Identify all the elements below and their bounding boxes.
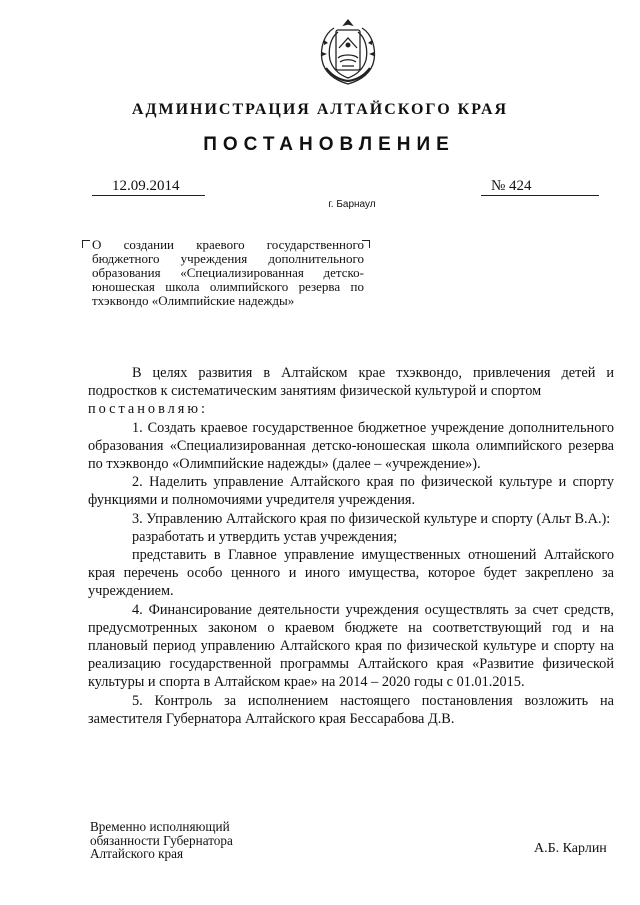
signatory-name: А.Б. Карлин	[534, 841, 607, 856]
subject-bracket-left	[82, 240, 90, 248]
number-underline	[481, 195, 599, 196]
clause-4: 4. Финансирование деятельности учреждения осуществлять за счет средств, предусмотренных законом о краевом бюджете на соответствующий год и на плановый период управлению Алтайского края по физической культуре и спорту на реализацию государственной программы Алтайского края «Развитие физической культуры и спорта в Алтайском крае» на 2014 – 2020 годы с 01.01.2015.	[88, 601, 614, 691]
document-type-title: ПОСТАНОВЛЕНИЕ	[203, 134, 455, 155]
clause-1: 1. Создать краевое государственное бюджетное учреждение дополнительного образования «Специализированная детско-юношеская школа олимпийского резерва по тхэквондо «Олимпийские надежды» (далее – «учреждение»).	[88, 419, 614, 473]
document-date: 12.09.2014	[112, 178, 180, 194]
preamble-paragraph: В целях развития в Алтайском крае тхэквондо, привлечения детей и подростков к систематическим занятиям физической культурой и спортом	[88, 365, 614, 400]
document-city: г. Барнаул	[328, 199, 376, 210]
date-underline	[92, 195, 205, 196]
clause-2: 2. Наделить управление Алтайского края по физической культуре и спорту функциями и полномочиями учредителя учреждения.	[88, 474, 614, 509]
document-number: № 424	[491, 178, 532, 194]
clause-3-item-2: представить в Главное управление имущественных отношений Алтайского края перечень особо ценного и иного имущества, которое будет закреплено за учреждением.	[88, 547, 614, 600]
document-body	[88, 364, 614, 728]
clause-5: 5. Контроль за исполнением настоящего постановления возложить на заместителя Губернатора Алтайского края Бессарабова Д.В.	[88, 692, 614, 727]
coat-of-arms-emblem-icon	[312, 18, 384, 88]
clause-3-item-1: разработать и утвердить устав учреждения;	[132, 528, 398, 545]
clause-3: 3. Управлению Алтайского края по физической культуре и спорту (Альт В.А.):	[132, 510, 611, 527]
position-line: Временно исполняющий	[90, 819, 230, 834]
position-line: обязанности Губернатора	[90, 832, 233, 848]
signatory-position	[90, 820, 233, 861]
document-subject: О создании краевого государственного бюджетного учреждения дополнительного образования «Специализированная детско-юношеская школа олимпийского резерва по тхэквондо «Олимпийские надежды»	[92, 237, 364, 308]
resolution-word: постановляю:	[88, 401, 208, 418]
position-line: Алтайского края	[90, 846, 184, 862]
organization-title: АДМИНИСТРАЦИЯ АЛТАЙСКОГО КРАЯ	[131, 101, 509, 118]
